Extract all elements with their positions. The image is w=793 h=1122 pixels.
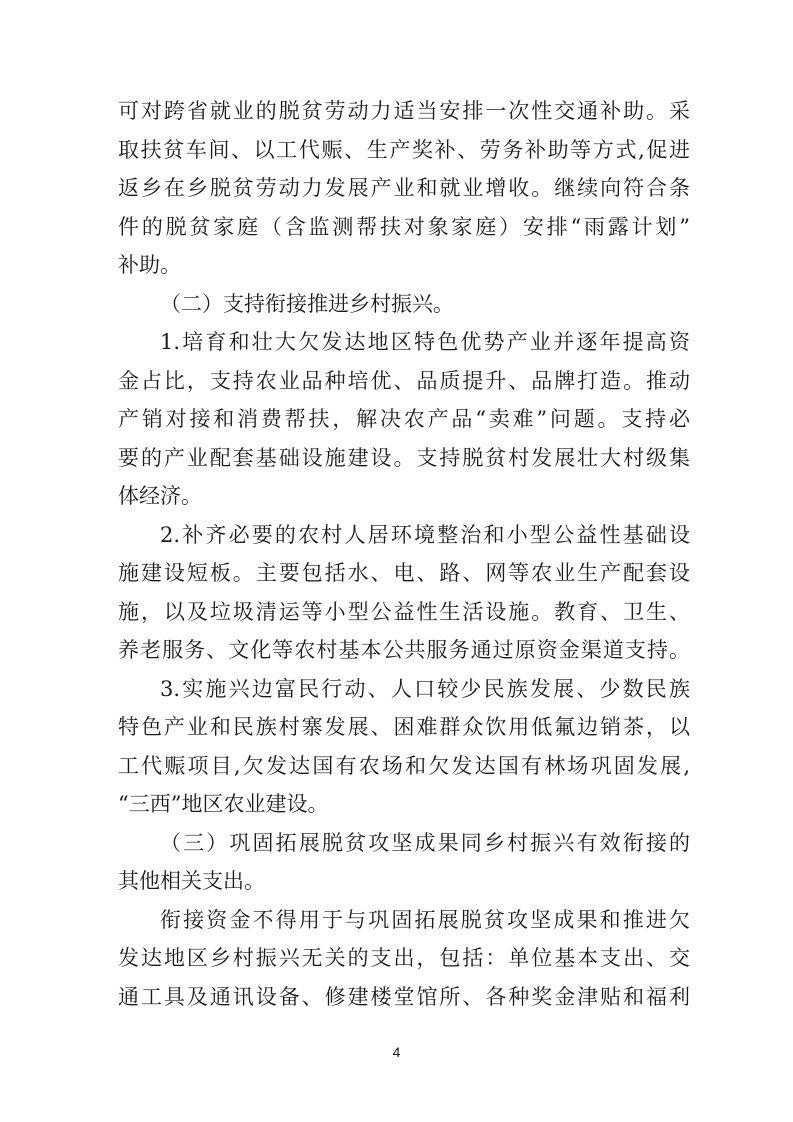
paragraph-item-1 bbox=[118, 323, 690, 516]
text-line: （三）巩固拓展脱贫攻坚成果同乡村振兴有效衔接的 bbox=[160, 830, 690, 855]
text-line: 返乡在乡脱贫劳动力发展产业和就业增收。继续向符合条 bbox=[118, 176, 690, 200]
section-heading-three bbox=[118, 824, 690, 901]
text-line: 2.补齐必要的农村人居环境整治和小型公益性基础设 bbox=[160, 522, 690, 547]
text-line: 衔接资金不得用于与巩固拓展脱贫攻坚成果和推进欠 bbox=[160, 907, 690, 932]
text-line: 其他相关支出。 bbox=[118, 869, 265, 893]
body-text bbox=[118, 92, 690, 1016]
section-heading-two bbox=[118, 285, 690, 324]
text-line: 1.培育和壮大欠发达地区特色优势产业并逐年提高资 bbox=[160, 330, 690, 354]
text-line: 金占比，支持农业品种培优、品质提升、品牌打造。推动 bbox=[118, 368, 690, 393]
paragraph bbox=[118, 92, 690, 285]
text-line: 补助。 bbox=[118, 253, 181, 277]
text-line: 取扶贫车间、以工代赈、生产奖补、劳务补助等方式,促进 bbox=[118, 137, 690, 162]
text-line: 可对跨省就业的脱贫劳动力适当安排一次性交通补助。采 bbox=[118, 99, 690, 123]
text-line: 体经济。 bbox=[118, 484, 202, 508]
paragraph-item-2 bbox=[118, 516, 690, 670]
paragraph bbox=[118, 901, 690, 1017]
text-line: 特色产业和民族村寨发展、困难群众饮用低氟边销茶，以 bbox=[118, 715, 690, 739]
text-line: 施，以及垃圾清运等小型公益性生活设施。教育、卫生、 bbox=[118, 599, 690, 624]
text-line: （二）支持衔接推进乡村振兴。 bbox=[160, 291, 454, 316]
text-line: 工代赈项目,欠发达国有农场和欠发达国有林场巩固发展, bbox=[118, 753, 690, 778]
text-line: 发达地区乡村振兴无关的支出，包括：单位基本支出、交 bbox=[118, 946, 690, 970]
text-line: “三西”地区农业建设。 bbox=[118, 792, 329, 816]
text-line: 施建设短板。主要包括水、电、路、网等农业生产配套设 bbox=[118, 561, 690, 585]
page-number: 4 bbox=[392, 1044, 401, 1060]
text-line: 要的产业配套基础设施建设。支持脱贫村发展壮大村级集 bbox=[118, 445, 690, 470]
text-line: 3.实施兴边富民行动、人口较少民族发展、少数民族 bbox=[160, 676, 690, 701]
text-line: 通工具及通讯设备、修建楼堂馆所、各种奖金津贴和福利 bbox=[118, 984, 690, 1009]
text-line: 产销对接和消费帮扶，解决农产品“卖难”问题。支持必 bbox=[118, 407, 690, 431]
text-line: 养老服务、文化等农村基本公共服务通过原资金渠道支持。 bbox=[118, 638, 690, 662]
text-line: 件的脱贫家庭（含监测帮扶对象家庭）安排“雨露计划” bbox=[118, 214, 690, 239]
paragraph-item-3 bbox=[118, 670, 690, 824]
